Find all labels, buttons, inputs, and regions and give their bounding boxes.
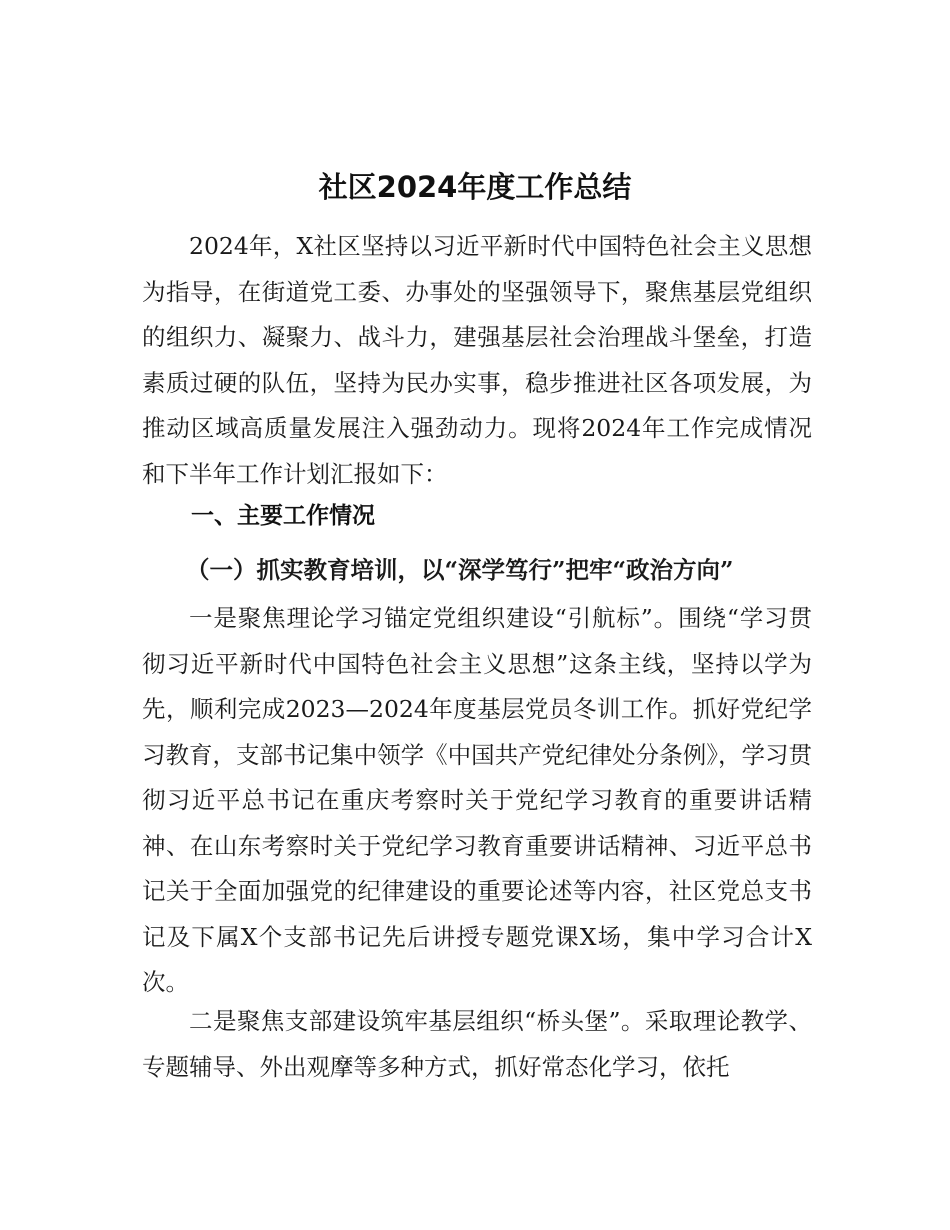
paragraph-branch-building: 二是聚焦支部建设筑牢基层组织“桥头堡”。采取理论教学、专题辅导、外出观摩等多种方式，抓好常态化学习，依托 [142,1007,812,1081]
paragraph-theory-study: 一是聚焦理论学习锚定党组织建设“引航标”。围绕“学习贯彻习近平新时代中国特色社会主义思想”这条主线，坚持以学为先，顺利完成2023—2024年度基层党员冬训工作。抓好党纪学习教育，支部书记集中领学《中国共产党纪律处分条例》，学习贯彻习近平总书记在重庆考察时关于党纪学习教育的重要讲话精神、在山东考察时关于党纪学习教育重要讲话精神、习近平总书记关于全面加强党的纪律建设的重要论述等内容，社区党总支书记及下属X个支部书记先后讲授专题党课X场，集中学习合计X次。 [142,604,812,996]
intro-paragraph: 2024年，X社区坚持以习近平新时代中国特色社会主义思想为指导，在街道党工委、办事处的坚强领导下，聚焦基层党组织的组织力、凝聚力、战斗力，建强基层社会治理战斗堡垒，打造素质过硬的队伍，坚持为民办实事，稳步推进社区各项发展，为推动区域高质量发展注入强劲动力。现将2024年工作完成情况和下半年工作计划汇报如下： [142,232,812,488]
document-title: 社区2024年度工作总结 [318,170,632,204]
section-heading-main-work: 一、主要工作情况 [191,503,375,529]
subsection-heading-education-training: （一）抓实教育培训，以“深学笃行”把牢“政治方向” [186,556,734,584]
